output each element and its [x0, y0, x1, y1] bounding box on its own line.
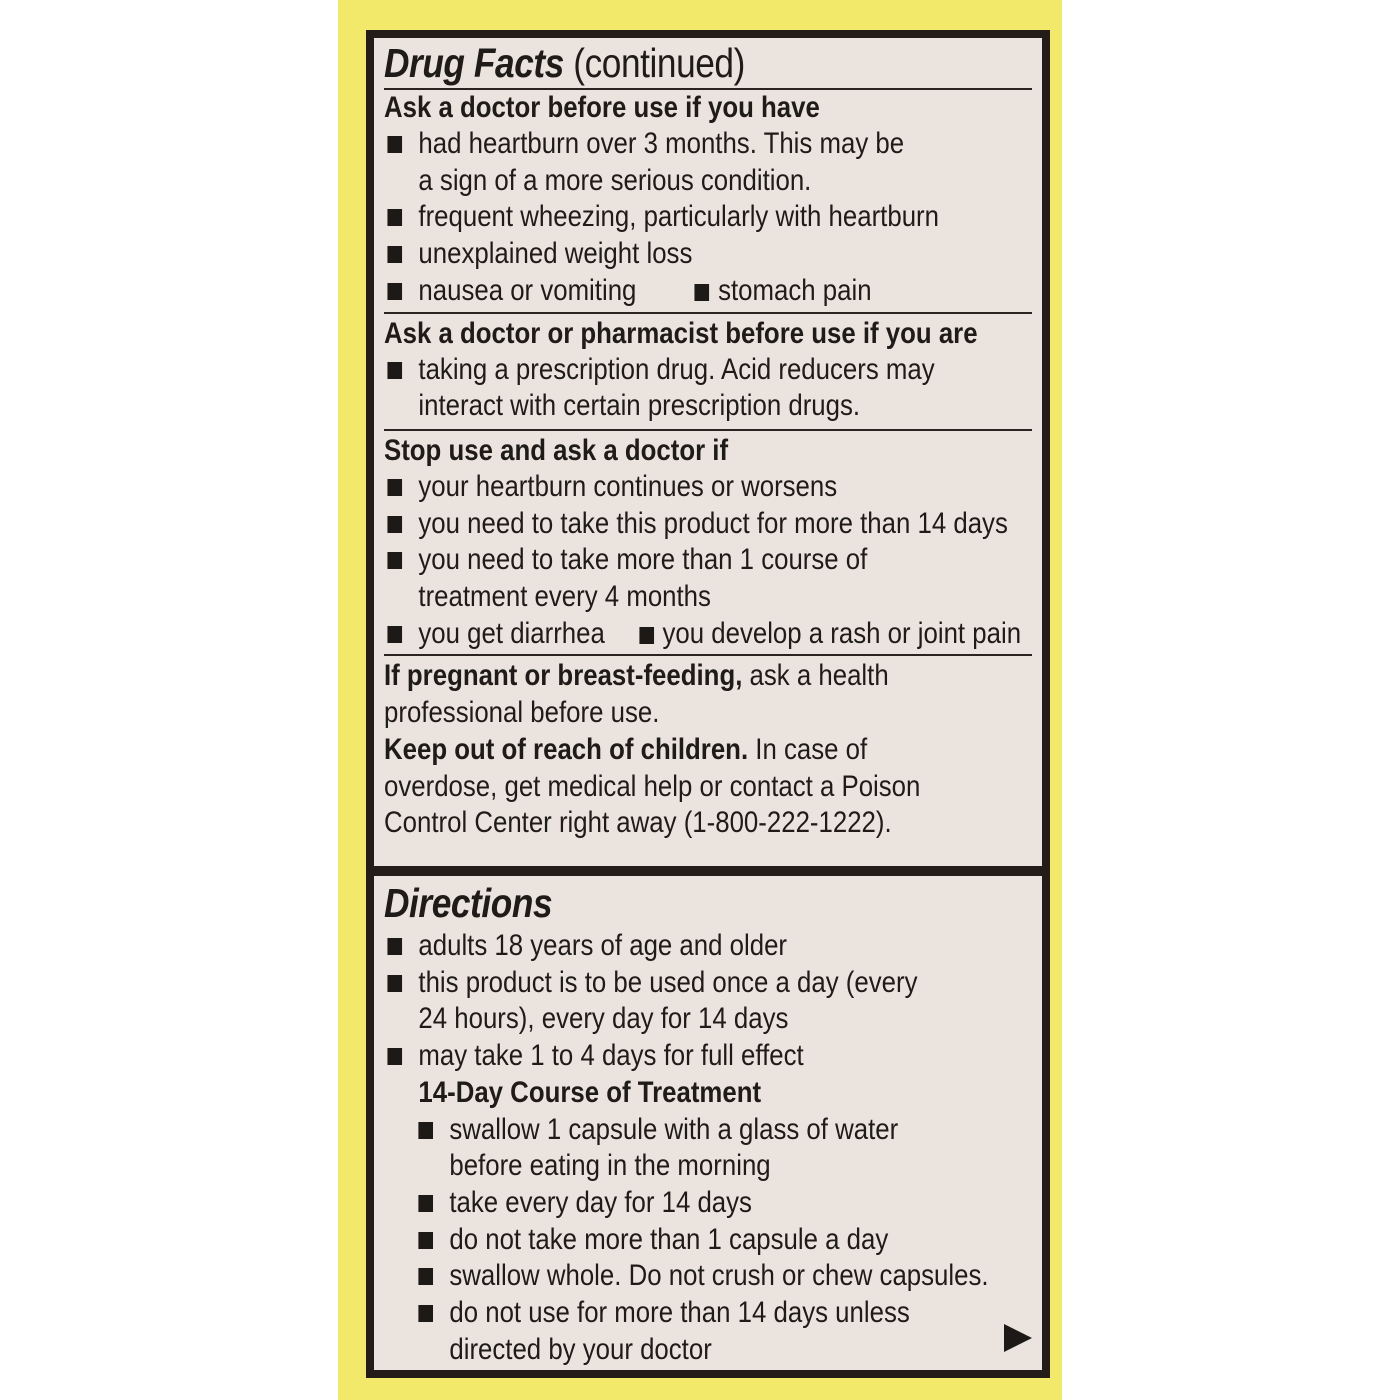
section-ask-doctor-pharmacist: [384, 316, 1032, 425]
drug-facts-heading: [384, 38, 941, 88]
bullet-square-icon: [418, 1122, 433, 1139]
item-text: take every day for 14 days: [449, 1185, 752, 1219]
item-text: had heartburn over 3 months. This may be: [418, 127, 905, 160]
section-title: Ask a doctor or pharmacist before use if you are: [384, 316, 978, 350]
heading-text: Drug Facts: [384, 40, 564, 86]
bullet-square-icon: [387, 938, 402, 955]
list-item: [384, 965, 941, 1002]
pregnancy-warning: [384, 658, 941, 695]
list-item: [384, 1185, 941, 1222]
item-continuation: directed by your doctor: [449, 1332, 712, 1366]
item-text: stomach pain: [718, 273, 872, 307]
directions-panel: [366, 868, 1050, 1378]
warning-bold: If pregnant or breast-feeding,: [384, 659, 743, 693]
section-stop-use: [384, 433, 1032, 653]
item-text: you need to take this product for more than 14 days: [418, 506, 1008, 540]
item-text: may take 1 to 4 days for full effect: [418, 1039, 804, 1073]
item-text: swallow whole. Do not crush or chew capsules.: [449, 1259, 989, 1293]
item-text: you get diarrhea: [418, 616, 605, 650]
divider: [384, 654, 1032, 656]
item-text: you need to take more than 1 course of: [418, 543, 868, 577]
section-title: Ask a doctor before use if you have: [384, 91, 820, 124]
divider: [384, 429, 1032, 431]
list-item: [384, 352, 941, 389]
list-item: [384, 126, 941, 163]
bullet-square-icon: [695, 284, 710, 301]
list-item: [384, 1112, 941, 1149]
list-item: [384, 273, 941, 310]
children-warning-cont: overdose, get medical help or contact a Poison: [384, 769, 921, 803]
item-text: taking a prescription drug. Acid reducers may: [418, 352, 935, 386]
bullet-square-icon: [387, 283, 402, 300]
item-text: this product is to be used once a day (every: [418, 965, 918, 999]
item-text: adults 18 years of age and older: [418, 929, 788, 962]
bullet-square-icon: [387, 136, 402, 153]
bullet-square-icon: [639, 627, 654, 644]
warning-text: In case of: [748, 732, 868, 766]
bullet-square-icon: [387, 516, 402, 533]
bullet-square-icon: [387, 626, 402, 643]
bullet-square-icon: [418, 1268, 433, 1285]
bullet-square-icon: [387, 209, 402, 226]
item-text: do not take more than 1 capsule a day: [449, 1222, 889, 1256]
item-text: you develop a rash or joint pain: [662, 616, 1022, 650]
item-continuation: 24 hours), every day for 14 days: [418, 1002, 789, 1036]
item-continuation: treatment every 4 months: [418, 580, 711, 614]
warning-bold: Keep out of reach of children.: [384, 732, 749, 766]
list-item: [384, 506, 1008, 543]
item-continuation: a sign of a more serious condition.: [418, 163, 812, 197]
item-continuation: before eating in the morning: [449, 1149, 771, 1183]
children-warning: [384, 732, 941, 769]
drug-facts-panel: [366, 30, 1050, 874]
section-warnings: [384, 658, 1032, 842]
list-item: [384, 1038, 941, 1075]
bullet-square-icon: [387, 1048, 402, 1065]
bullet-square-icon: [387, 246, 402, 263]
divider: [384, 312, 1032, 314]
bullet-square-icon: [387, 362, 402, 379]
section-title: Stop use and ask a doctor if: [384, 433, 729, 467]
list-item: [384, 199, 941, 236]
bullet-square-icon: [418, 1195, 433, 1212]
item-text: nausea or vomiting: [418, 273, 637, 307]
list-item: [384, 1258, 989, 1295]
list-item: [384, 469, 941, 506]
course-subtitle: 14-Day Course of Treatment: [418, 1075, 762, 1109]
pregnancy-warning-cont: professional before use.: [384, 696, 660, 730]
heading-suffix: (continued): [573, 40, 745, 86]
warning-text: ask a health: [742, 659, 889, 693]
item-text: swallow 1 capsule with a glass of water: [449, 1112, 899, 1146]
item-text: frequent wheezing, particularly with heartburn: [418, 200, 939, 234]
children-warning-cont: Control Center right away (1-800-222-1222).: [384, 806, 892, 840]
item-text: do not use for more than 14 days unless: [449, 1296, 910, 1330]
list-item: [384, 928, 941, 965]
item-text: unexplained weight loss: [418, 237, 693, 271]
list-item: [384, 542, 941, 579]
directions-heading: Directions: [384, 880, 553, 926]
continue-arrow-icon: [1004, 1324, 1032, 1352]
item-text: your heartburn continues or worsens: [418, 469, 838, 503]
bullet-square-icon: [387, 552, 402, 569]
bullet-square-icon: [418, 1305, 433, 1322]
list-item: [384, 236, 941, 273]
bullet-square-icon: [387, 975, 402, 992]
section-ask-doctor: [384, 90, 1032, 310]
bullet-square-icon: [387, 479, 402, 496]
list-item: [384, 1295, 941, 1332]
bullet-square-icon: [418, 1232, 433, 1249]
list-item: [384, 1222, 941, 1259]
list-item: [384, 616, 1022, 653]
item-continuation: interact with certain prescription drugs.: [418, 389, 861, 423]
